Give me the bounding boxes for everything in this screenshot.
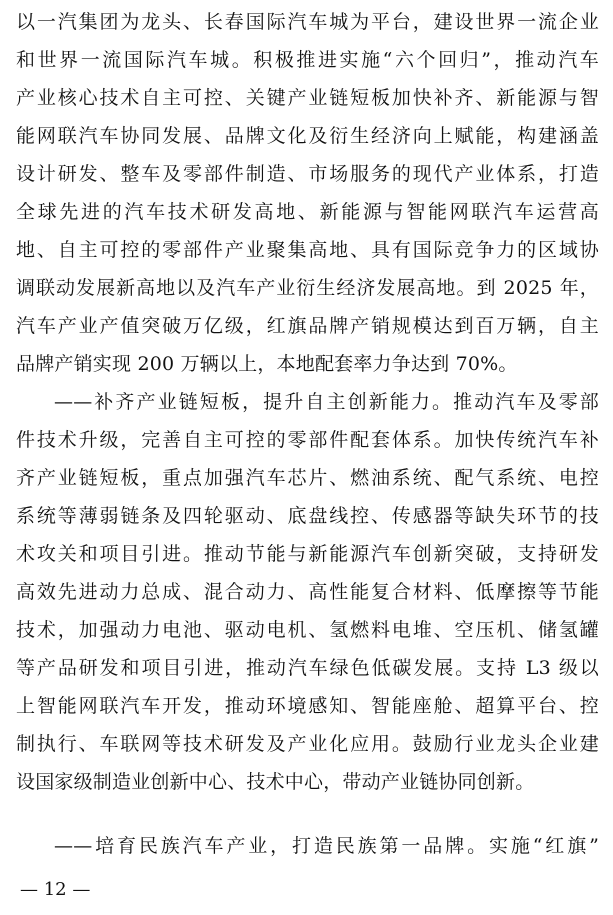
text-line: 设国家级制造业创新中心、技术中心，带动产业链协同创新。 xyxy=(16,771,535,793)
text-line: 地、自主可控的零部件产业聚集高地、具有国际竞争力的区域协 xyxy=(16,239,599,261)
section-heading-line: ——培育民族汽车产业，打造民族第一品牌。实施“红旗” xyxy=(54,835,599,857)
text-line: 以一汽集团为龙头、长春国际汽车城为平台，建设世界一流企业 xyxy=(16,11,599,33)
page-number: — 12 — xyxy=(20,879,91,900)
text-line: 技术，加强动力电池、驱动电机、氢燃料电堆、空压机、储氢罐 xyxy=(16,619,599,641)
text-line: 系统等薄弱链条及四轮驱动、底盘线控、传感器等缺失环节的技 xyxy=(16,505,599,527)
text-line: 件技术升级，完善自主可控的零部件配套体系。加快传统汽车补 xyxy=(16,429,599,451)
text-line: 上智能网联汽车开发，推动环境感知、智能座舱、超算平台、控 xyxy=(16,695,599,717)
text-line: 制执行、车联网等技术研发及产业化应用。鼓励行业龙头企业建 xyxy=(16,733,599,755)
text-line: 和世界一流国际汽车城。积极推进实施“六个回归”，推动汽车 xyxy=(16,49,599,71)
text-line: 全球先进的汽车技术研发高地、新能源与智能网联汽车运营高 xyxy=(16,201,599,223)
text-line: 产业核心技术自主可控、关键产业链短板加快补齐、新能源与智 xyxy=(16,87,599,109)
text-line: 等产品研发和项目引进，推动汽车绿色低碳发展。支持 L3 级以 xyxy=(16,657,599,679)
text-line: 设计研发、整车及零部件制造、市场服务的现代产业体系，打造 xyxy=(16,163,599,185)
text-line: 品牌产销实现 200 万辆以上，本地配套率力争达到 70%。 xyxy=(16,353,518,375)
text-line: 高效先进动力总成、混合动力、高性能复合材料、低摩擦等节能 xyxy=(16,581,599,603)
text-line: 齐产业链短板，重点加强汽车芯片、燃油系统、配气系统、电控 xyxy=(16,467,599,489)
section-heading-line: ——补齐产业链短板，提升自主创新能力。推动汽车及零部 xyxy=(54,391,599,413)
text-line: 术攻关和项目引进。推动节能与新能源汽车创新突破，支持研发 xyxy=(16,543,599,565)
text-line: 调联动发展新高地以及汽车产业衍生经济发展高地。到 2025 年， xyxy=(16,277,599,299)
text-line: 汽车产业产值突破万亿级，红旗品牌产销规模达到百万辆，自主 xyxy=(16,315,599,337)
text-line: 能网联汽车协同发展、品牌文化及衍生经济向上赋能，构建涵盖 xyxy=(16,125,599,147)
